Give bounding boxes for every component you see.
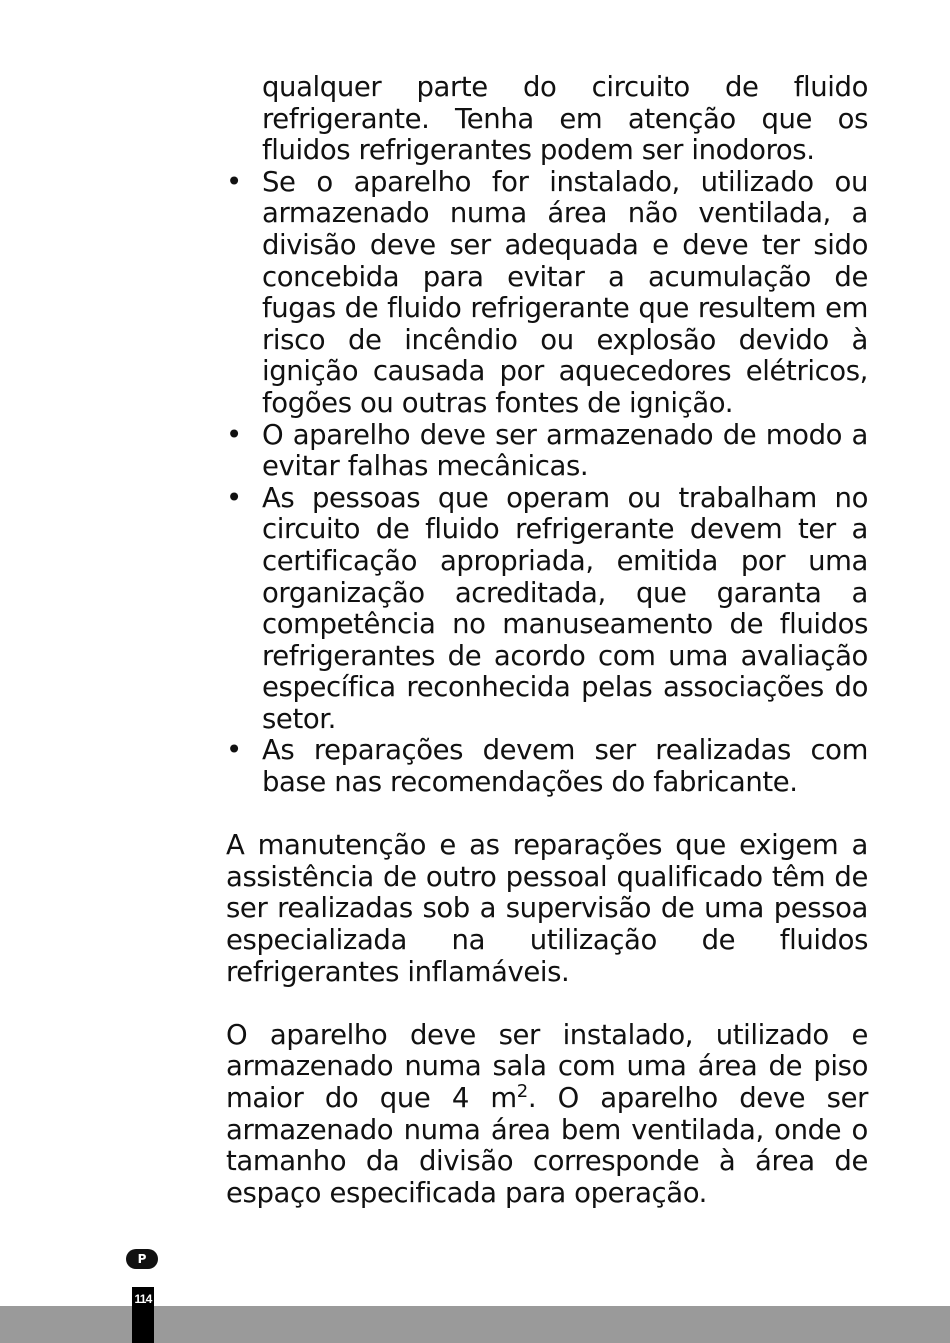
bullet-icon: •: [226, 734, 242, 767]
bullet-icon: •: [226, 481, 242, 514]
paragraph-text-end: . O aparelho deve ser armazenado numa área bem ventilada, onde o tamanho da divisão corresponde à área de espaço especificada para operação.: [226, 1082, 868, 1209]
paragraph-text-start: O aparelho deve ser instalado, utilizado e armazenado numa sala com uma área de piso maior do que 4 m: [226, 1018, 868, 1114]
bullet-icon: •: [226, 418, 242, 451]
list-item: [226, 167, 868, 420]
list-item-text: Se o aparelho for instalado, utilizado ou armazenado numa área não ventilada, a divisão deve ser adequada e deve ter sido concebida para evitar a acumulação de fugas de fluido refrigerante que resultem em risco de incêndio ou explosão devido à ignição causada por aquecedores elétricos, fogões ou outras fontes de ignição.: [262, 165, 868, 419]
safety-bullet-list: [226, 72, 868, 799]
installation-paragraph: [226, 1020, 868, 1210]
maintenance-paragraph: A manutenção e as reparações que exigem a assistência de outro pessoal qualificado têm de ser realizadas sob a supervisão de uma pessoa especializada na utilização de fluidos refrigerantes inflamáveis.: [226, 829, 868, 988]
list-item-text: As reparações devem ser realizadas com base nas recomendações do fabricante.: [262, 734, 868, 799]
list-item: [226, 420, 868, 483]
list-item-text: O aparelho deve ser armazenado de modo a evitar falhas mecânicas.: [262, 418, 868, 483]
list-item-text: qualquer parte do circuito de fluido refrigerante. Tenha em atenção que os fluidos refrigerantes podem ser inodoros.: [262, 71, 868, 167]
list-item: [226, 483, 868, 736]
superscript: 2: [516, 1081, 528, 1102]
page-number: 114: [134, 1292, 152, 1306]
list-item: [226, 735, 868, 798]
list-item: [226, 72, 868, 167]
language-badge: P: [126, 1249, 158, 1269]
page-content: [226, 72, 868, 1209]
bullet-icon: •: [226, 165, 242, 198]
list-item-text: As pessoas que operam ou trabalham no circuito de fluido refrigerante devem ter a certificação apropriada, emitida por uma organização acreditada, que garanta a competência no manuseamento de fluidos refrigerantes de acordo com uma avaliação específica reconhecida pelas associações do setor.: [262, 481, 868, 735]
